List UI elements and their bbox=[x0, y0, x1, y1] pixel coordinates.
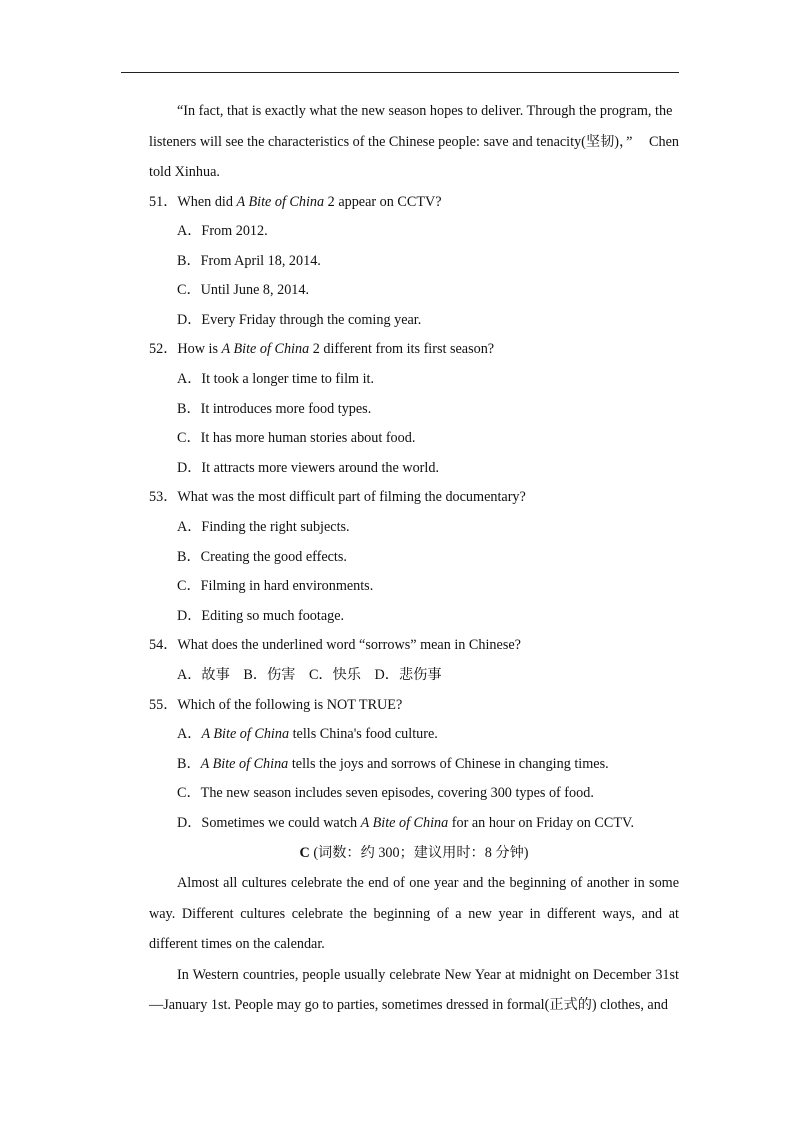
option-letter: B． bbox=[177, 755, 201, 772]
option-53-c: C．Filming in hard environments. bbox=[177, 578, 374, 595]
question-number: 53． bbox=[149, 489, 178, 506]
option-54-d: D．悲伤事 bbox=[374, 667, 442, 683]
question-text: How is bbox=[177, 341, 222, 358]
section-c-heading bbox=[149, 839, 679, 869]
option-51-a: A．From 2012. bbox=[177, 223, 268, 240]
question-number: 51． bbox=[149, 193, 178, 210]
question-number: 55． bbox=[149, 696, 178, 713]
intro-line-2 bbox=[149, 127, 679, 158]
option-text: tells the joys and sorrows of Chinese in changing times. bbox=[288, 755, 609, 772]
option-54-b: B．伤害 bbox=[243, 667, 296, 683]
question-text: What was the most difficult part of filming the documentary? bbox=[177, 489, 526, 506]
page-content bbox=[149, 96, 679, 1021]
options-54 bbox=[149, 661, 679, 691]
intro-line-2-text: listeners will see the characteristics of the Chinese people: save and tenacity(坚韧)，” bbox=[149, 133, 633, 150]
intro-line-1: “In fact, that is exactly what the new season hopes to deliver. Through the program, the bbox=[177, 103, 673, 119]
question-text: When did bbox=[177, 193, 237, 210]
question-number: 54． bbox=[149, 637, 178, 654]
option-53-d: D．Editing so much footage. bbox=[177, 607, 345, 624]
passage-paragraph-1: Almost all cultures celebrate the end of one year and the beginning of another in some way. Different cultures celebrate the beginning of a new year in different ways, and at different times on the calendar. bbox=[149, 875, 679, 953]
question-text: 2 appear on CCTV? bbox=[324, 193, 442, 210]
option-text: D．Sometimes we could watch bbox=[177, 814, 361, 831]
question-title: A Bite of China bbox=[236, 193, 325, 210]
question-53 bbox=[149, 483, 679, 513]
question-52 bbox=[149, 335, 679, 365]
header-rule bbox=[121, 72, 679, 73]
option-53-a: A．Finding the right subjects. bbox=[177, 519, 350, 536]
option-52-b: B．It introduces more food types. bbox=[177, 400, 372, 417]
option-55-c: C．The new season includes seven episodes, covering 300 types of food. bbox=[177, 785, 594, 802]
option-51-d: D．Every Friday through the coming year. bbox=[177, 311, 422, 328]
option-53-b: B．Creating the good effects. bbox=[177, 548, 347, 565]
option-55-a bbox=[149, 720, 679, 750]
option-title: A Bite of China bbox=[201, 726, 290, 743]
option-52-a: A．It took a longer time to film it. bbox=[177, 371, 375, 388]
section-info: (词数：约 300；建议用时：8 分钟) bbox=[309, 844, 529, 861]
option-51-c: C．Until June 8, 2014. bbox=[177, 282, 310, 299]
question-54 bbox=[149, 631, 679, 661]
question-51 bbox=[149, 188, 679, 218]
option-text: tells China's food culture. bbox=[289, 726, 438, 743]
option-title: A Bite of China bbox=[360, 814, 449, 831]
option-letter: A． bbox=[177, 726, 202, 743]
question-text: 2 different from its first season? bbox=[309, 341, 495, 358]
section-letter: C bbox=[299, 844, 310, 861]
option-51-b: B．From April 18, 2014. bbox=[177, 252, 321, 269]
option-52-c: C．It has more human stories about food. bbox=[177, 430, 416, 447]
intro-line-2-tail: Chen bbox=[649, 133, 679, 150]
option-text: for an hour on Friday on CCTV. bbox=[448, 814, 634, 831]
passage-paragraph-2: In Western countries, people usually celebrate New Year at midnight on December 31st —January 1st. People may go to parties, sometimes dressed in formal(正式的) clothes, and bbox=[149, 966, 679, 1014]
question-55 bbox=[149, 691, 679, 721]
option-55-d bbox=[149, 809, 679, 839]
option-55-b bbox=[149, 750, 679, 780]
intro-line-3: told Xinhua. bbox=[149, 164, 220, 180]
option-54-a: A．故事 bbox=[177, 667, 230, 683]
option-52-d: D．It attracts more viewers around the world. bbox=[177, 459, 439, 476]
question-text: What does the underlined word “sorrows” mean in Chinese? bbox=[177, 637, 521, 654]
option-title: A Bite of China bbox=[200, 755, 289, 772]
question-number: 52． bbox=[149, 341, 178, 358]
option-54-c: C．快乐 bbox=[308, 667, 361, 683]
question-title: A Bite of China bbox=[221, 341, 310, 358]
question-text: Which of the following is NOT TRUE? bbox=[177, 696, 403, 713]
